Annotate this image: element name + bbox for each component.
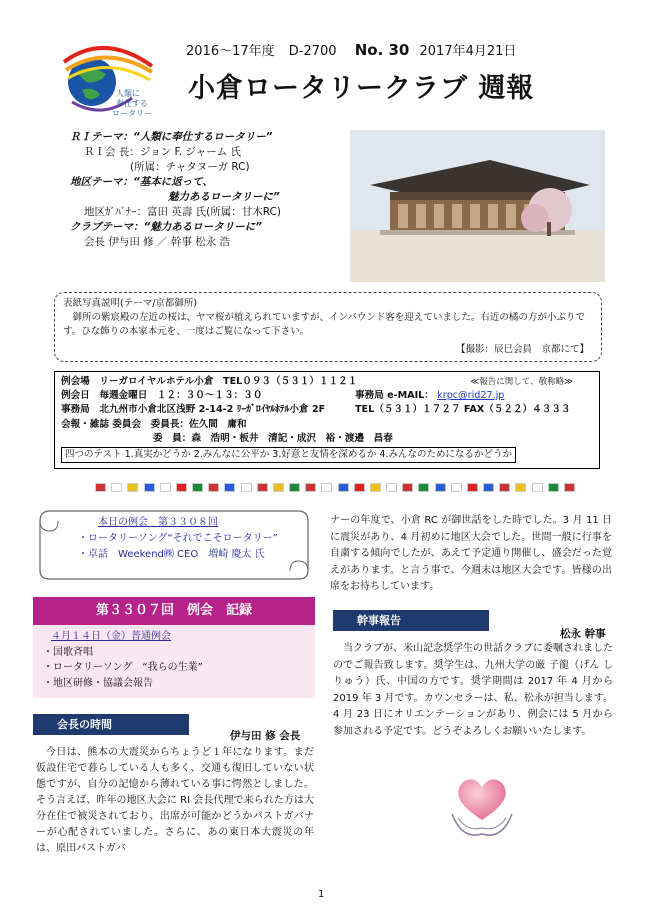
rotary-logo	[62, 40, 154, 126]
meeting-item-2: ・ロータリーソング “我らの生業”	[43, 662, 203, 673]
page-number: 1	[318, 889, 325, 900]
committee-chair: 会報・雑誌 委員会 委員長：佐久間 庸和	[61, 418, 247, 430]
office-mail-label: 事務局 e-MAIL：	[355, 390, 434, 402]
president-heading: 会長の時間	[33, 714, 189, 735]
logo-caption-3: ロータリー	[112, 109, 152, 118]
honorific-note: ≪報告に関して、敬称略≫	[470, 377, 573, 387]
ri-president: ＲＩ会 長：ジョン F. ジャーム 氏	[84, 146, 242, 158]
four-way-test: 四つのテスト 1.真実かどうか 2.みんなに公平か 3.好意と友情を深めるか 4.みんなのためになるかどうか	[61, 447, 516, 463]
meeting-item-3: ・地区研修・協議会報告	[43, 677, 153, 689]
venue: 例会場 リーガロイヤルホテル小倉 TEL０９３（５３１）１１２１	[61, 376, 358, 387]
meeting-item-1: ・国歌斉唱	[43, 646, 93, 658]
president-text: 今日は、熊本の大震災からちょうど１年になります。まだ仮設住宅で暮らしている人も多く、交通も復旧していない状態ですが、自分の記憶から薄れている事に愕然としました。そう言えば、昨年の地区大会に RI 会長代理で来られた方は大分在住で被災されており、出席が可能かどうかパストガバナーが心配されていました。さらに、あの東日本大震災の年は、原田パストガバ	[36, 747, 314, 854]
club-theme: クラブテーマ：“魅力あるロータリーに”	[70, 221, 263, 233]
meeting-record-title: 第３３０７回 例会 記録	[33, 597, 315, 625]
logo-caption-1: 人類に	[116, 89, 140, 98]
district-code: D-2700	[288, 44, 337, 59]
meeting-date: ４月１４日（金）普通例会	[51, 631, 171, 642]
newsletter-title: 小倉ロータリークラブ 週報	[188, 73, 535, 104]
ri-president-club: (所属：チャタヌーガ RC)	[130, 161, 250, 173]
office-phone: TEL（５３１）１７２７ FAX（５２２）４３３３	[355, 404, 571, 416]
logo-caption-2: 奉仕する	[116, 99, 148, 108]
district-theme-1: 地区テーマ：“基本に返って、	[70, 176, 214, 188]
district-governor: 地区ｶﾞﾊﾞﾅｰ：富田 英壽 氏(所属：甘木RC)	[84, 206, 281, 218]
kyoto-imperial-palace-photo	[350, 130, 605, 282]
caption-heading: 表紙写真説明(テーマ/京都御所)	[63, 298, 198, 309]
photo-credit: 【撮影：辰巳会員 京都にて】	[455, 344, 589, 355]
president-text-continued: ナーの年度で、小倉 RC が御世話をした時でした。3 月 11 日に震災があり、4 月初めに地区大会でした。世間一般に行事を自粛する傾向でしたが、あえて予定通り開催し、盛会だった覚えがあります。と言う事で、今週末は地区大会です。皆様の出席をお待ちしています。	[330, 515, 612, 592]
fiscal-year: 2016～17年度	[186, 44, 275, 59]
secretary-signature: 松永 幹事	[560, 628, 606, 640]
meeting-day: 例会日 毎週金曜日 １２：３０～１３：３０	[61, 390, 263, 402]
flags-divider	[95, 483, 575, 493]
program-title: 本日の例会 第３３０８回	[98, 517, 218, 528]
office-address: 事務局 北九州市小倉北区浅野 2-14-2 ﾘｰｶﾞﾛｲﾔﾙﾎﾃﾙ小倉 2F	[61, 404, 326, 416]
cover-photo-caption	[54, 292, 602, 362]
issue-number: No. 30	[354, 41, 410, 59]
club-info-box	[54, 371, 600, 469]
themes-block	[70, 130, 340, 250]
president-signature: 伊与田 修 会長	[230, 730, 301, 742]
header-meta	[186, 40, 516, 59]
meeting-record-body	[33, 625, 315, 698]
secretary-heading: 幹事報告	[333, 610, 489, 631]
secretary-text: 当クラブが、米山記念奨学生の世話クラブに委嘱されましたのでご報告致します。奨学生は、九州大学の厳 子龍（げん しりゅう）氏、中国の方です。奨学期間は 2017 年 4 月から 2019 年 3 月です。カウンセラーは、私、松永が担当します。4 月 23 日にオリエンテーションがあり、例会には 5 月から参加される予定です。どうぞよろしくお願いいたします。	[333, 643, 613, 737]
ri-theme: ＲＩテーマ：“人類に奉仕するロータリー”	[70, 131, 273, 143]
todays-program	[36, 505, 312, 583]
program-item-2: ・卓話 Weekend㈱ CEO 増崎 慶太 氏	[78, 549, 265, 560]
caption-text: 御所の紫宸殿の左近の桜は、ヤマ桜が植えられていますが、インバウンド客を迎えていました。右近の橘の方が小ぶりです。ひな飾りの本家本元を、一度はご覧になって下さい。	[63, 312, 585, 337]
club-officers: 会長 伊与田 修 ／ 幹事 松永 浩	[84, 236, 231, 248]
issue-date: 2017年4月21日	[419, 44, 517, 59]
committee-members: 委 員：森 浩明・板井 清記・成沢 裕・渡邉 昌春	[153, 432, 393, 444]
heart-hands-icon	[444, 770, 520, 846]
office-email-link[interactable]: krpc@rid27.jp	[437, 390, 505, 402]
program-item-1: ・ロータリーソング“それでこそロータリー”	[78, 533, 278, 544]
district-theme-2: 魅力あるロータリーに”	[168, 191, 280, 203]
